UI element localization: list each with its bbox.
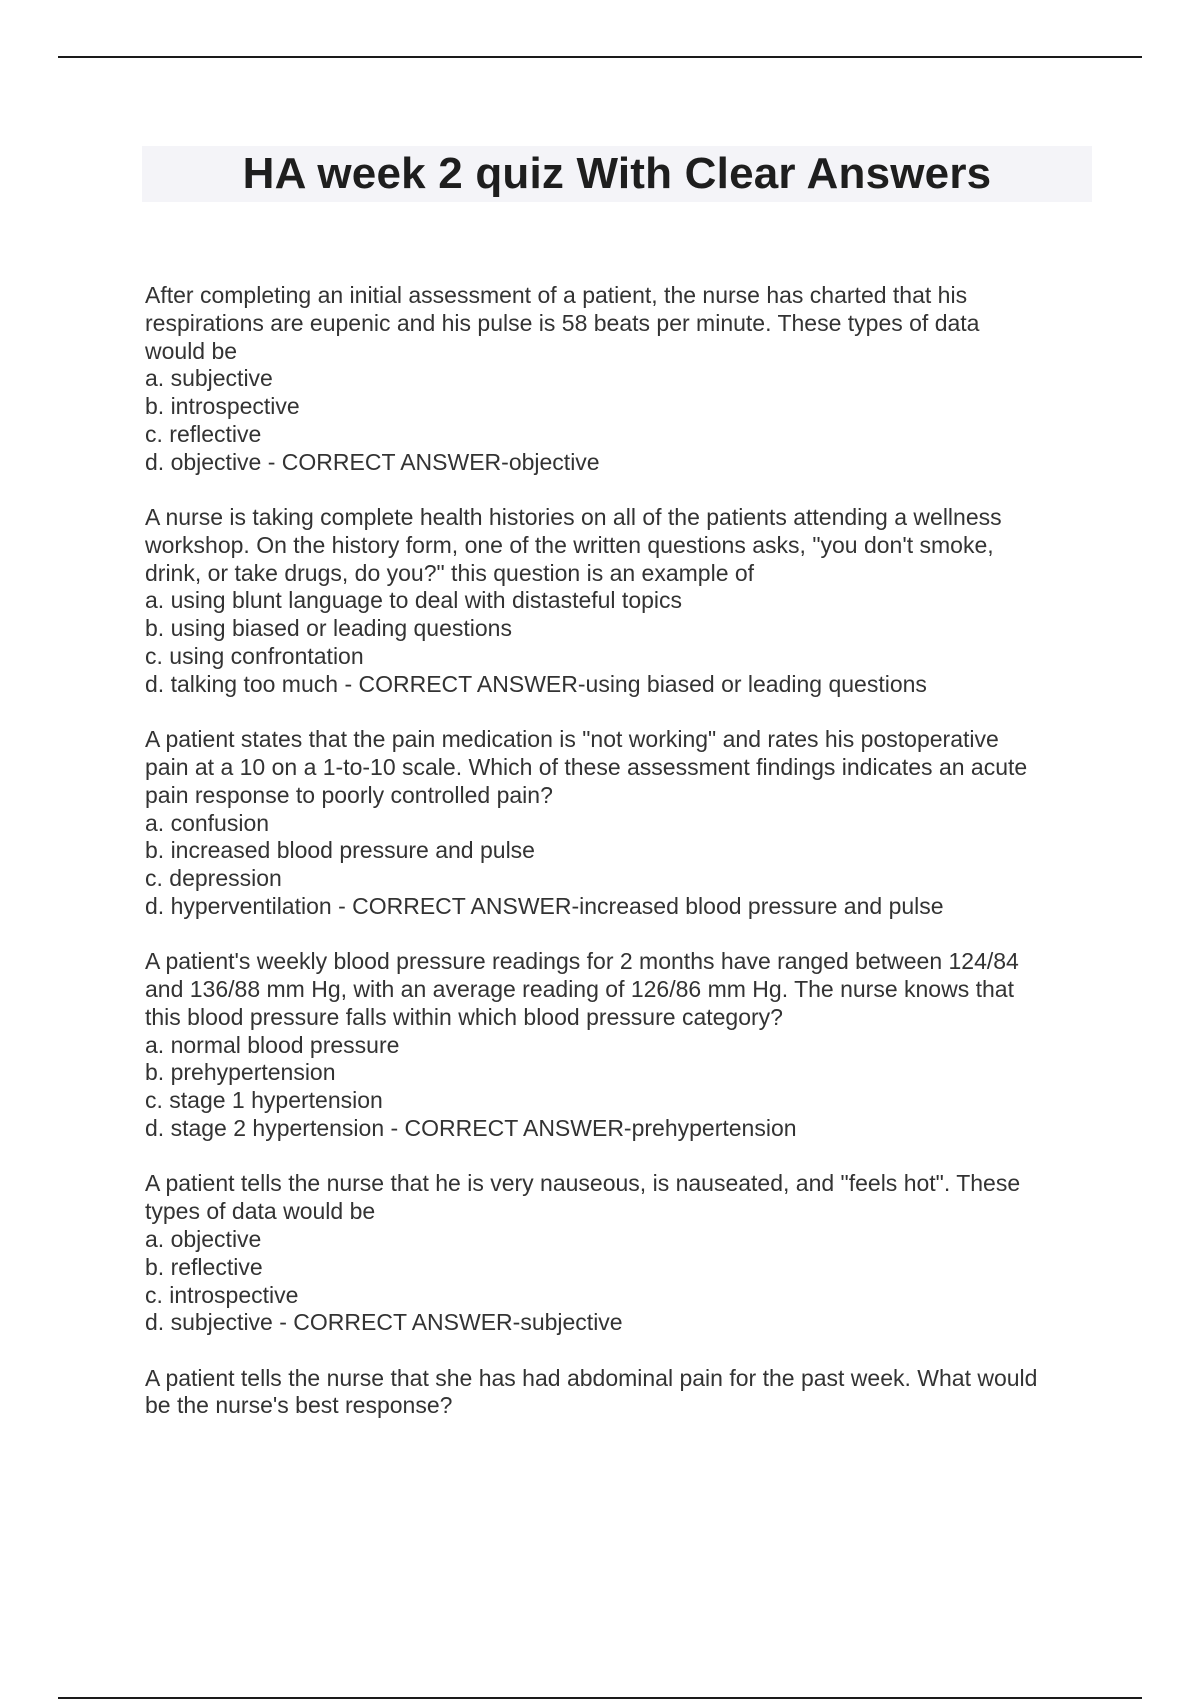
document-title: HA week 2 quiz With Clear Answers: [242, 149, 992, 198]
question-text-line: A nurse is taking complete health histories on all of the patients attending a wellness: [145, 504, 1002, 531]
answer-option-with-correct-answer: d. talking too much - CORRECT ANSWER-using biased or leading questions: [145, 670, 927, 697]
answer-option: c. reflective: [145, 420, 262, 447]
question-text-line: be the nurse's best response?: [145, 1392, 453, 1419]
bottom-divider: [58, 1697, 1142, 1699]
question-text-line: A patient's weekly blood pressure readings for 2 months have ranged between 124/84: [145, 948, 1019, 975]
answer-option: c. stage 1 hypertension: [145, 1087, 383, 1114]
question-text-line: pain response to poorly controlled pain?: [145, 781, 553, 808]
answer-option: b. introspective: [145, 393, 300, 420]
question-block: [145, 1170, 1095, 1337]
answer-option-with-correct-answer: d. stage 2 hypertension - CORRECT ANSWER-prehypertension: [145, 1115, 797, 1142]
answer-option-with-correct-answer: d. hyperventilation - CORRECT ANSWER-increased blood pressure and pulse: [145, 892, 944, 919]
question-text-line: pain at a 10 on a 1-to-10 scale. Which of these assessment findings indicates an acute: [145, 753, 1028, 780]
answer-option-with-correct-answer: d. subjective - CORRECT ANSWER-subjective: [145, 1309, 623, 1336]
question-block: [145, 948, 1095, 1143]
question-text-line: respirations are eupenic and his pulse is 58 beats per minute. These types of data: [145, 309, 980, 336]
answer-option: a. using blunt language to deal with distasteful topics: [145, 587, 683, 614]
question-block: [145, 282, 1095, 477]
title-banner: [142, 146, 1092, 202]
answer-option-with-correct-answer: d. objective - CORRECT ANSWER-objective: [145, 448, 600, 475]
answer-option: a. subjective: [145, 365, 273, 392]
answer-option: b. reflective: [145, 1253, 263, 1280]
question-text-line: and 136/88 mm Hg, with an average reading of 126/86 mm Hg. The nurse knows that: [145, 976, 1014, 1003]
question-block: [145, 504, 1095, 699]
answer-option: b. increased blood pressure and pulse: [145, 837, 535, 864]
question-text-line: A patient tells the nurse that she has had abdominal pain for the past week. What would: [145, 1364, 1038, 1391]
answer-option: c. using confrontation: [145, 643, 364, 670]
question-list: [145, 282, 1095, 1448]
answer-option: a. objective: [145, 1225, 262, 1252]
answer-option: b. prehypertension: [145, 1059, 336, 1086]
question-text-line: would be: [145, 337, 238, 364]
answer-option: c. introspective: [145, 1281, 299, 1308]
answer-option: c. depression: [145, 865, 282, 892]
answer-option: a. confusion: [145, 809, 270, 836]
question-text-line: types of data would be: [145, 1198, 376, 1225]
question-text-line: workshop. On the history form, one of the written questions asks, "you don't smoke,: [145, 531, 994, 558]
top-divider: [58, 56, 1142, 58]
answer-option: b. using biased or leading questions: [145, 615, 512, 642]
answer-option: a. normal blood pressure: [145, 1031, 400, 1058]
question-text-line: After completing an initial assessment of a patient, the nurse has charted that his: [145, 282, 968, 308]
question-text-line: A patient states that the pain medication is "not working" and rates his postoperative: [145, 726, 999, 753]
question-text-line: drink, or take drugs, do you?" this question is an example of: [145, 559, 755, 586]
question-text-line: this blood pressure falls within which blood pressure category?: [145, 1003, 783, 1030]
question-block: [145, 1365, 1095, 1421]
question-block: [145, 726, 1095, 921]
question-text-line: A patient tells the nurse that he is very nauseous, is nauseated, and "feels hot". These: [145, 1170, 1021, 1197]
